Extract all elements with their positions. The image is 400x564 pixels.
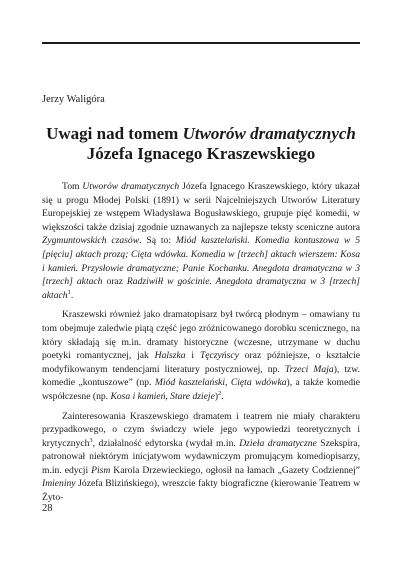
page-number: 28	[42, 503, 53, 514]
title-line-1	[42, 124, 360, 144]
italic-run: Utworów dramatycznych	[82, 181, 180, 192]
article-body	[42, 180, 360, 505]
title-italic-text: Utworów dramatycznych	[182, 124, 356, 143]
text-run: Tom	[62, 181, 83, 192]
footnote-marker: 2	[218, 389, 222, 397]
italic-run: Dzieła dramatyczne	[239, 437, 317, 449]
text-run: Józefa Ignacego Kraszewskiego, który ukazał się u progu Młodej Polski (1891) w serii Najcelniejszych Utworów Literatury Europejskiej ze wstępem Władysława Bogusławskiego, grupuje pięć komedii, w większości także dzisiaj zgodnie uznawanych za najlepsze teksty sceniczne autora	[42, 181, 360, 233]
article-title	[42, 124, 360, 164]
text-run: oraz późniejsze, o kształcie modyfikowanym tendencjami literatury postyczniowej, np.	[42, 350, 360, 375]
italic-run: Kosa i kamień, Stare dzieje	[110, 390, 215, 402]
italic-run: Miód kasztelański. Komedia kontuszowa w 5 [pięciu] aktach prozą; Cięta wdówka. Komedia w [trzech] aktach wierszem: Kosa i kamień. Przysłowie dramatyczne; Panie Kochanku. Anegdota dramatyczna w 3 [trzech] aktach	[42, 235, 360, 288]
italic-run: Tęczyńscy	[199, 350, 239, 362]
italic-run: Halszka	[154, 350, 186, 362]
text-run: Karola Drzewieckiego, ogłosił na łamach „Gazety Codziennej”	[110, 464, 360, 476]
footnote-marker: 1	[67, 288, 71, 296]
top-rule	[42, 42, 360, 44]
paragraph-1	[42, 180, 360, 302]
text-run: .	[221, 390, 224, 402]
footnote-marker: 3	[89, 436, 93, 444]
title-text: Uwagi nad tomem	[46, 124, 183, 143]
paragraph-3	[42, 410, 360, 505]
author-name: Jerzy Waligóra	[42, 94, 105, 105]
italic-run: Miód kasztelański, Cięta wdówka	[154, 377, 287, 389]
italic-run: Zygmuntowskich czasów	[42, 235, 140, 247]
text-run: oraz	[102, 276, 127, 288]
text-run: Szekspira, patronował niektórym inicjatywom wydawniczym promującym komediopisarzy, m.in. edycji	[42, 437, 360, 476]
italic-run: Imieniny	[42, 478, 76, 490]
text-run: )	[214, 390, 219, 402]
text-run: ), tzw. komedie „kontuszowe” (np.	[42, 363, 361, 389]
text-run: , działalność edytorska (wydał m.in.	[92, 437, 240, 449]
text-run: Zainteresowania Kraszewskiego dramatem i teatrem nie miały charakteru przypadkowego, o czym świadczy wiele jego wypowiedzi teoretycznych i krytycznych	[42, 410, 360, 449]
italic-run: Radziwiłł w gościnie. Anegdota dramatyczna w 3 [trzech] aktach	[42, 276, 360, 301]
text-run: Kraszewski również jako dramatopisarz był twórcą płodnym – omawiany tu tom obejmuje zaledwie piątą część jego zróżnicowanego dorobku scenicznego, na który składają się m.in. dramaty historyczne (wczesne, utrzymane w duchu poetyki romantycznej, jak	[42, 309, 360, 362]
italic-run: Trzeci Maja	[284, 363, 334, 375]
paragraph-2	[42, 308, 360, 403]
text-run: .	[70, 289, 74, 301]
title-line-2: Józefa Ignacego Kraszewskiego	[86, 144, 316, 163]
text-run: . Są to:	[139, 235, 176, 247]
italic-run: Pism	[91, 464, 111, 476]
text-run: ), a także komedie współczesne (np.	[42, 377, 360, 402]
text-run: i	[185, 350, 200, 362]
text-run: Józefa Blizińskiego), wreszcie fakty biograficzne (kierowanie Teatrem w Żyto-	[42, 478, 360, 504]
